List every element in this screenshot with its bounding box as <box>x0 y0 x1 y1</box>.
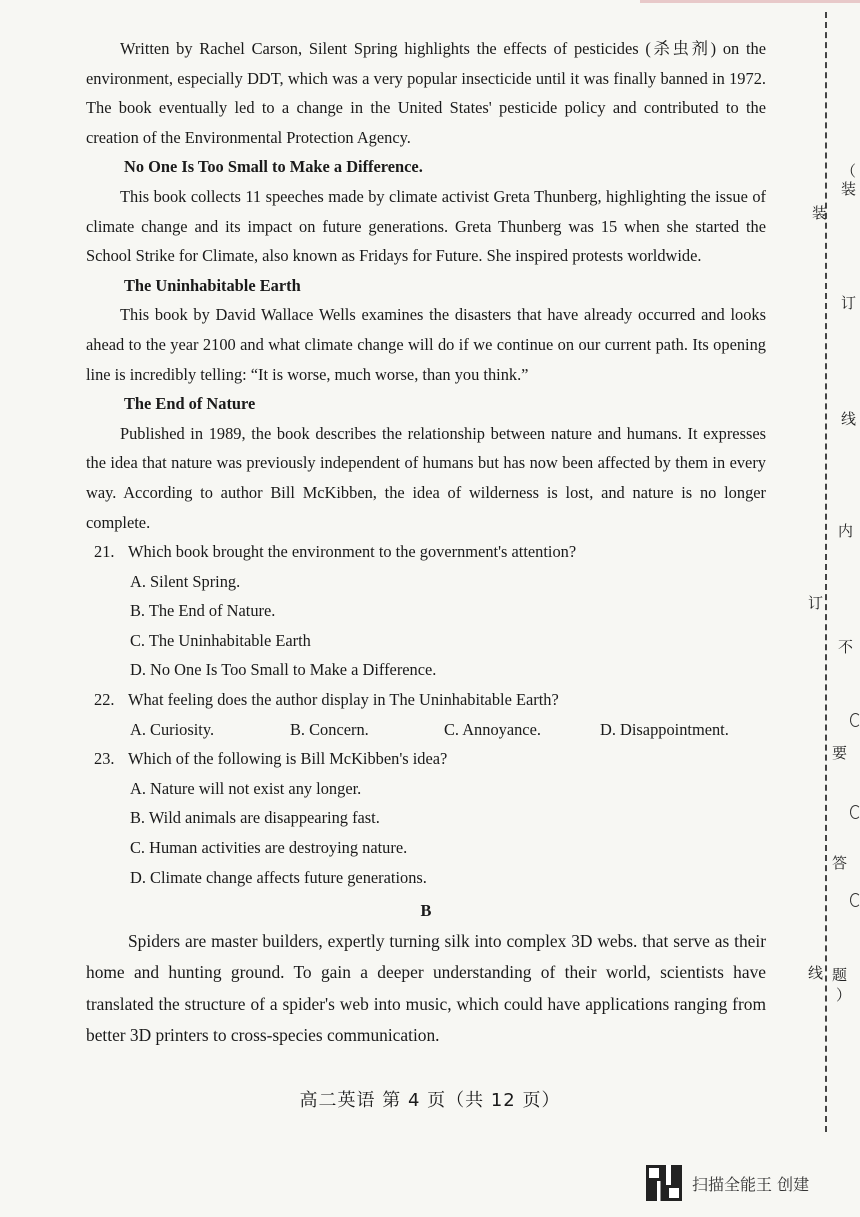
option-a: A. Nature will not exist any longer. <box>130 778 362 798</box>
option-d: D. No One Is Too Small to Make a Difference. <box>130 660 437 680</box>
question-number: 23. <box>94 749 115 769</box>
binding-char: 要 <box>832 744 848 762</box>
book-text-no-one: This book collects 11 speeches made by climate activist Greta Thunberg, highlighting the issue of climate change and its impact on future generations. Greta Thunberg was 15 when she started the School Strike for Climate, also known as Fridays for Future. She inspired protests worldwide. <box>86 186 766 266</box>
binding-circle-icon <box>850 713 860 727</box>
binding-line <box>825 12 827 1132</box>
option-a: A. Curiosity. <box>130 719 215 739</box>
question-stem: Which book brought the environment to the government's attention? <box>128 542 577 562</box>
book-title-uninhabitable-earth: The Uninhabitable Earth <box>124 275 301 295</box>
option-c: C. Human activities are destroying nature. <box>130 838 408 858</box>
binding-char: 题 <box>832 966 848 984</box>
scanner-watermark <box>646 1165 809 1201</box>
options-row <box>86 715 766 745</box>
book-text-end-of-nature: Published in 1989, the book describes the relationship between nature and humans. It expresses the idea that nature was previously independent of humans but has now been affected by them in every way. According to author Bill McKibben, the idea of wilderness is lost, and nature is no longer complete. <box>86 423 766 532</box>
binding-char: 答 <box>832 854 848 872</box>
binding-circle-icon <box>850 805 860 819</box>
option-b: B. The End of Nature. <box>130 601 276 621</box>
option-b: B. Wild animals are disappearing fast. <box>130 808 380 828</box>
question-22 <box>86 685 766 744</box>
question-stem: What feeling does the author display in The Uninhabitable Earth? <box>128 690 559 710</box>
question-number: 22. <box>94 690 115 710</box>
binding-char: 线 <box>841 410 857 428</box>
qr-code-icon <box>646 1165 682 1201</box>
question-23 <box>86 744 766 892</box>
option-a: A. Silent Spring. <box>130 571 241 591</box>
book-title-end-of-nature: The End of Nature <box>124 394 256 414</box>
binding-circle-icon <box>850 893 860 907</box>
binding-char: 不 <box>838 638 854 656</box>
book-text-uninhabitable-earth: This book by David Wallace Wells examines the disasters that have already occurred and looks ahead to the year 2100 and what climate change will do if we continue on our current path. Its opening line is incredibly telling: “It is worse, much worse, than you think.” <box>86 305 766 384</box>
page-content <box>86 34 766 1052</box>
binding-char: 线 <box>808 964 824 982</box>
top-edge-mark <box>640 0 860 3</box>
section-b-text: Spiders are master builders, expertly turning silk into complex 3D webs. that serve as their home and hunting ground. To gain a deeper understanding of their world, scientists have translated the structure of a spider's web into music, which could have applications ranging from better 3D printers to cross-species communication. <box>86 930 766 1046</box>
option-d: D. Disappointment. <box>600 719 729 739</box>
binding-char: 内 <box>838 522 854 540</box>
option-c: C. The Uninhabitable Earth <box>130 630 311 650</box>
option-c: C. Annoyance. <box>444 719 541 739</box>
option-b: B. Concern. <box>290 719 369 739</box>
question-stem: Which of the following is Bill McKibben's idea? <box>128 749 448 769</box>
binding-char: 装 <box>812 204 828 222</box>
passage-a-intro: Written by Rachel Carson, Silent Spring highlights the effects of pesticides (杀虫剂) on the environment, especially DDT, which was a very popular insecticide until it was finally banned in 1972. The book eventually led to a change in the United States' pesticide policy and contributed to the creation of the Environmental Protection Agency. <box>86 39 766 147</box>
question-number: 21. <box>94 542 115 562</box>
book-title-no-one: No One Is Too Small to Make a Difference. <box>124 157 423 177</box>
binding-char: 装 <box>841 180 857 198</box>
question-21 <box>86 537 766 685</box>
binding-char: ） <box>836 986 852 1004</box>
binding-char: （ <box>841 162 857 180</box>
binding-char: 订 <box>841 294 857 312</box>
option-d: D. Climate change affects future generations. <box>130 867 427 887</box>
page-footer: 高二英语 第 4 页（共 12 页） <box>299 1090 561 1111</box>
binding-char: 订 <box>808 594 824 612</box>
section-b-label: B <box>420 901 432 921</box>
watermark-text: 扫描全能王 创建 <box>692 1174 810 1194</box>
